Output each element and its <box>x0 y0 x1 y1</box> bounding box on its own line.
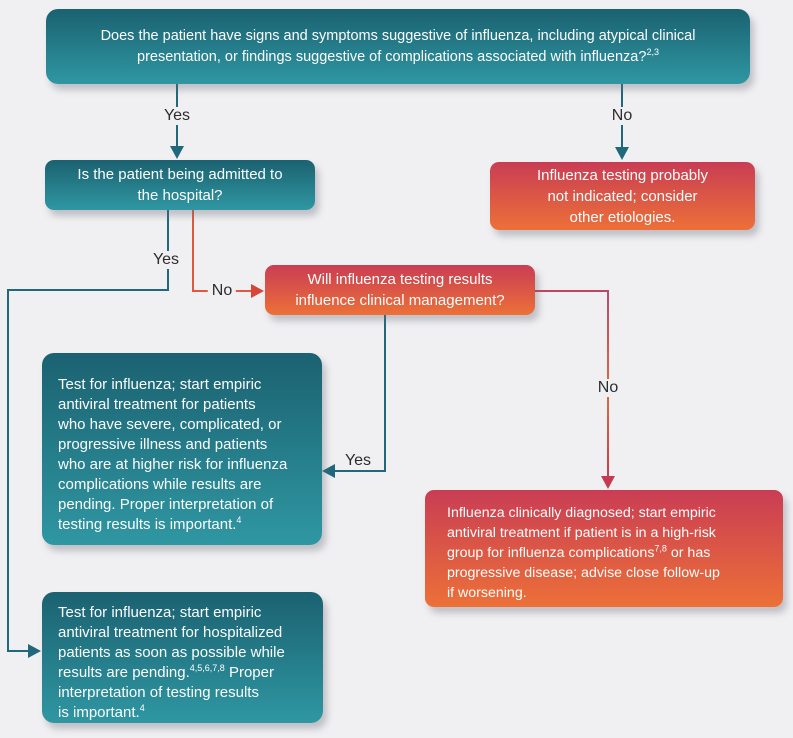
node-testing-not-indicated <box>490 162 755 230</box>
node-symptoms-question-text: Does the patient have signs and symptoms suggestive of influenza, including atypical clinical presentation, or findings suggestive of complications associated with influenza?$^{2,3}$ <box>100 27 696 65</box>
connector-influence-no-horizontal <box>535 290 609 292</box>
edge-label-admission-no: No <box>208 282 236 300</box>
connector-admission-no-vertical <box>192 210 194 292</box>
edge-label-symptoms-no: No <box>608 107 636 125</box>
node-clinically-diagnosed-text: Influenza clinically diagnosed; start empiric antiviral treatment if patient is in a high-risk group for influenza complications$^{7,8}$ or has progressive disease; advise close follow-up if worsening. <box>447 505 720 601</box>
connector-admission-yes-horizontal-1 <box>7 289 169 291</box>
node-test-hospitalized-text: Test for influenza; start empiric antiviral treatment for hospitalized patients as soon as possible while results are pending.$^{4,5,6,7,8}$ Proper interpretation of testing results is important.$^4$ <box>58 604 285 721</box>
node-clinically-diagnosed <box>425 490 783 607</box>
edge-label-influence-yes: Yes <box>341 452 375 470</box>
connector-admission-yes-horizontal-2 <box>7 650 29 652</box>
arrowhead-symptoms-yes <box>170 146 184 159</box>
arrowhead-admission-no <box>251 284 264 298</box>
node-test-hospitalized <box>42 592 323 723</box>
node-symptoms-question <box>46 9 750 84</box>
node-influence-question <box>265 265 535 315</box>
arrowhead-influence-no <box>601 476 615 489</box>
node-test-high-risk-text: Test for influenza; start empiric antiviral treatment for patients who have severe, complicated, or progressive illness and patients who are at higher risk for influenza complications while results are pending. Proper interpretation of testing results is important.$^4$ <box>58 376 288 533</box>
edge-label-influence-no: No <box>594 379 622 397</box>
arrowhead-admission-yes <box>28 644 41 658</box>
connector-admission-yes-vertical-2 <box>7 289 9 652</box>
node-admission-question-text: Is the patient being admitted to the hospital? <box>77 166 283 204</box>
connector-influence-yes-vertical <box>384 315 386 472</box>
node-admission-question <box>45 160 315 210</box>
node-influence-question-text: Will influenza testing results influence clinical management? <box>295 271 505 309</box>
node-test-high-risk <box>42 353 322 545</box>
edge-label-admission-yes: Yes <box>149 251 183 269</box>
edge-label-symptoms-yes: Yes <box>160 107 194 125</box>
node-testing-not-indicated-text: Influenza testing probably not indicated; consider other etiologies. <box>537 166 708 226</box>
connector-influence-yes-horizontal <box>335 470 386 472</box>
arrowhead-symptoms-no <box>615 147 629 160</box>
arrowhead-influence-yes <box>322 464 335 478</box>
